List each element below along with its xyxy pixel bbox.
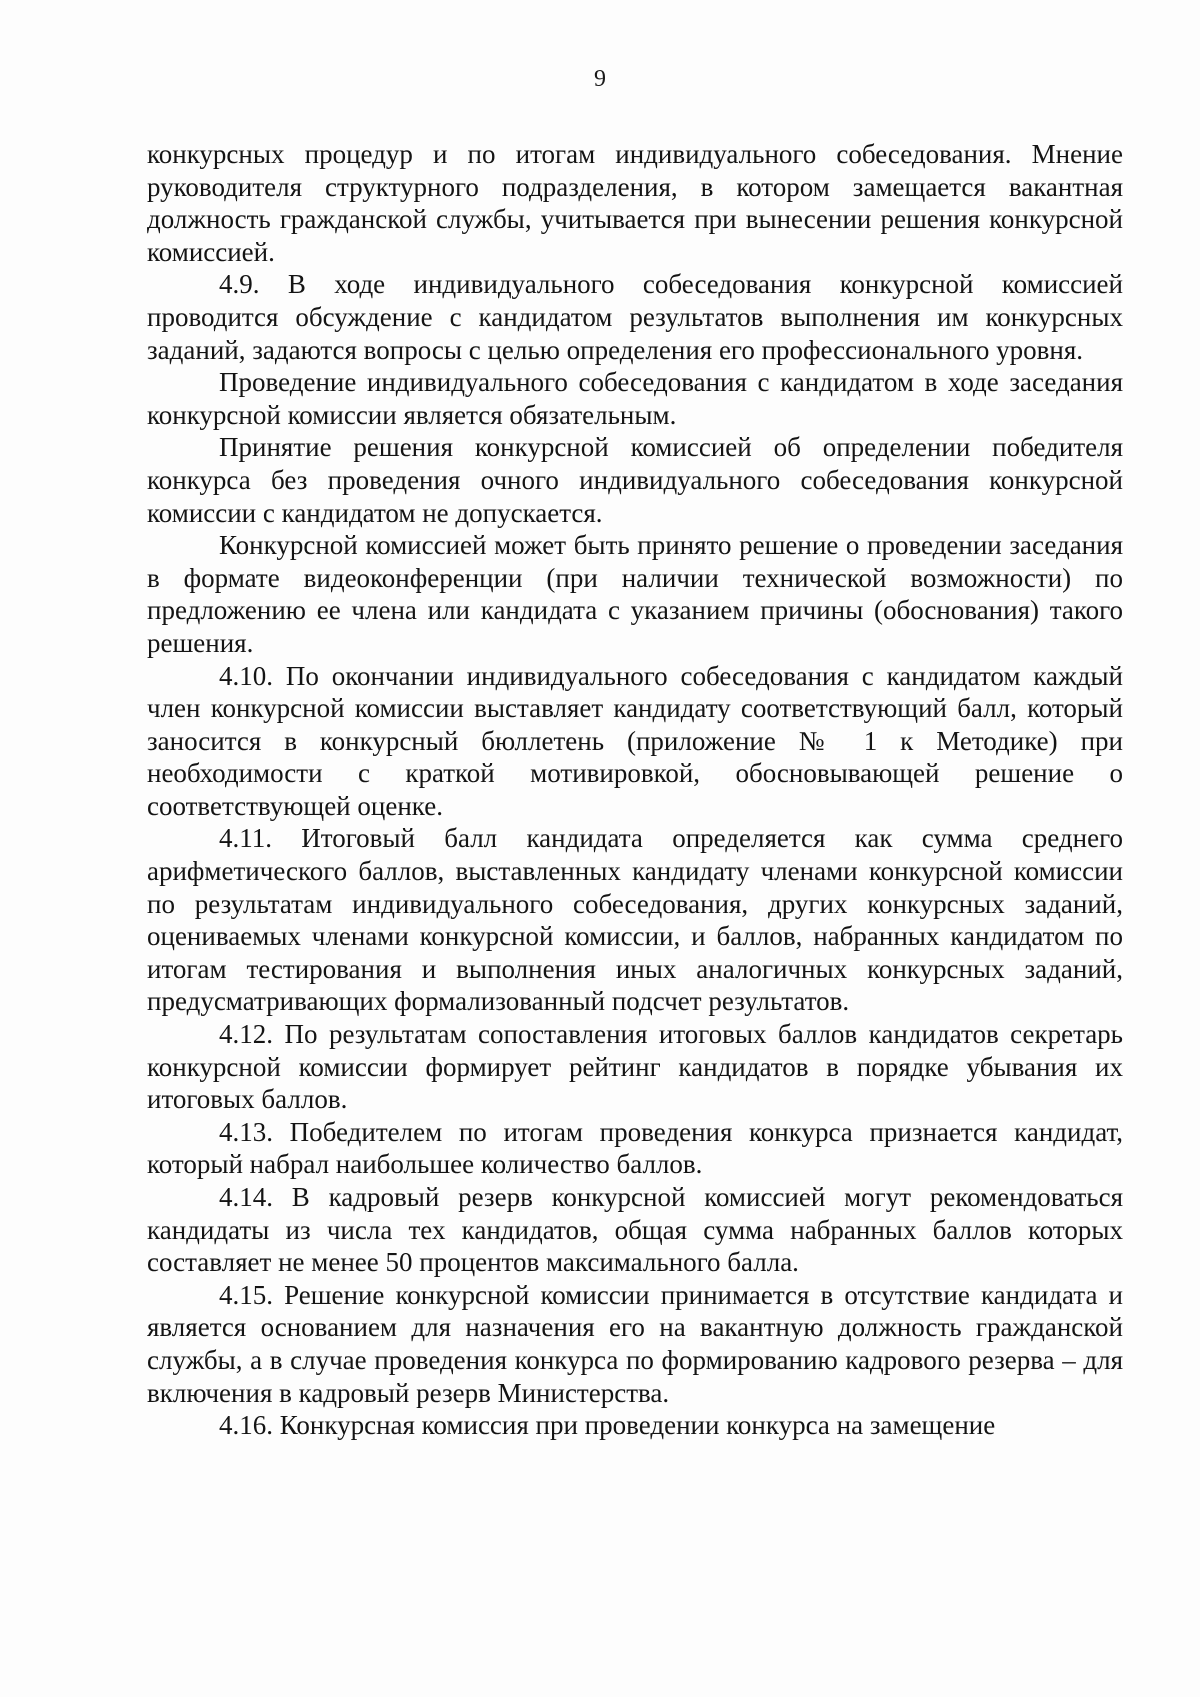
paragraph-4-10: 4.10. По окончании индивидуального собеседования с кандидатом каждый член конкурсной комиссии выставляет кандидату соответствующий балл, который заносится в конкурсный бюллетень (приложение № 1 к Методике) при необходимости с краткой мотивировкой, обосновывающей решение о соответствующей оценке. [147,660,1123,821]
paragraph-4-11: 4.11. Итоговый балл кандидата определяется как сумма среднего арифметического баллов, выставленных кандидату членами конкурсной комиссии по результатам индивидуального собеседования, других конкурсных заданий, оцениваемых членами конкурсной комиссии, и баллов, набранных кандидатом по итогам тестирования и выполнения иных аналогичных конкурсных заданий, предусматривающих формализованный подсчет результатов. [147,823,1123,1017]
paragraph-4-9: 4.9. В ходе индивидуального собеседования конкурсной комиссией проводится обсуждение с кандидатом результатов выполнения им конкурсных заданий, задаются вопросы с целью определения его профессионального уровня. [147,269,1123,365]
paragraph-interview-mandatory: Проведение индивидуального собеседования с кандидатом в ходе заседания конкурсной комиссии является обязательным. [147,367,1123,430]
paragraph-4-13: 4.13. Победителем по итогам проведения конкурса признается кандидат, который набрал наибольшее количество баллов. [147,1116,1123,1180]
paragraph-4-16: 4.16. Конкурсная комиссия при проведении конкурса на замещение [219,1410,996,1441]
paragraph-4-12: 4.12. По результатам сопоставления итоговых баллов кандидатов секретарь конкурсной комиссии формирует рейтинг кандидатов в порядке убывания их итоговых баллов. [147,1019,1123,1115]
paragraph-no-decision-without-interview: Принятие решения конкурсной комиссией об определении победителя конкурса без проведения очного индивидуального собеседования конкурсной комиссии с кандидатом не допускается. [147,432,1123,528]
paragraph-4-14: 4.14. В кадровый резерв конкурсной комиссией могут рекомендоваться кандидаты из числа тех кандидатов, общая сумма набранных баллов которых составляет не менее 50 процентов максимального балла. [147,1182,1123,1278]
paragraph-continuation: конкурсных процедур и по итогам индивидуального собеседования. Мнение руководителя структурного подразделения, в котором замещается вакантная должность гражданской службы, учитывается при вынесении решения конкурсной комиссией. [147,139,1123,267]
document-body [147,138,1123,1442]
paragraph-4-15: 4.15. Решение конкурсной комиссии принимается в отсутствие кандидата и является основанием для назначения его на вакантную должность гражданской службы, а в случае проведения конкурса по формированию кадрового резерва – для включения в кадровый резерв Министерства. [147,1279,1123,1408]
page-number: 9 [594,66,606,92]
paragraph-videoconference: Конкурсной комиссией может быть принято решение о проведении заседания в формате видеоконференции (при наличии технической возможности) по предложению ее члена или кандидата с указанием причины (обоснования) такого решения. [147,530,1123,658]
